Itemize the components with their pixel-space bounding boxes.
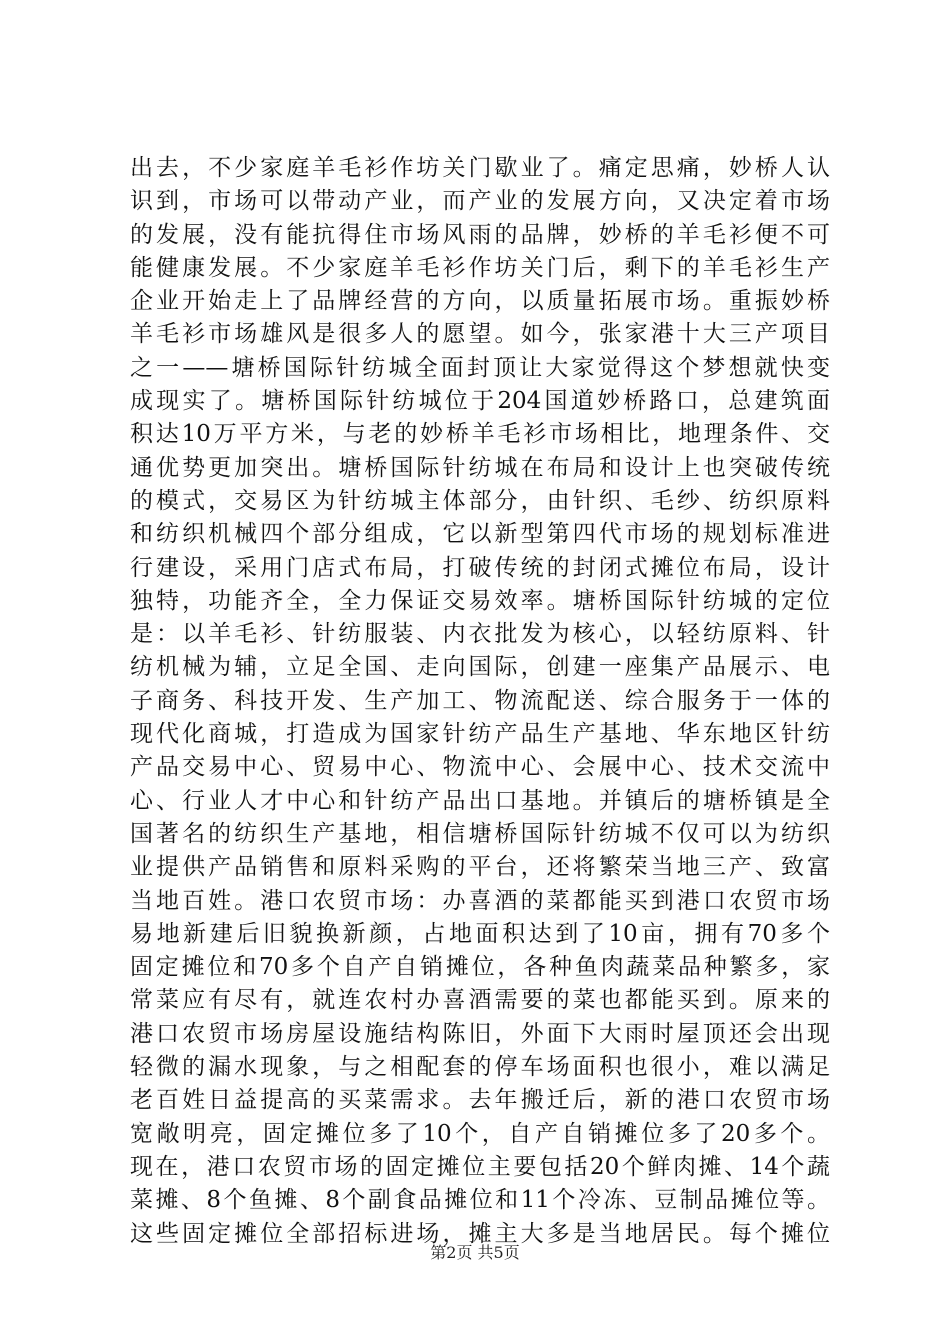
text-line: 现代化商城，打造成为国家针纺产品生产基地、华东地区针纺 xyxy=(130,721,830,748)
text-line: 的模式，交易区为针纺城主体部分，由针织、毛纱、纺织原料 xyxy=(130,487,830,514)
text-line: 这些固定摊位全部招标进场，摊主大多是当地居民。每个摊位 xyxy=(130,1220,830,1247)
text-line: 行建设，采用门店式布局，打破传统的封闭式摊位布局，设计 xyxy=(130,554,830,581)
text-line: 通优势更加突出。塘桥国际针纺城在布局和设计上也突破传统 xyxy=(130,454,830,481)
text-line: 固定摊位和70多个自产自销摊位，各种鱼肉蔬菜品种繁多，家 xyxy=(130,954,830,981)
text-line: 独特，功能齐全，全力保证交易效率。塘桥国际针纺城的定位 xyxy=(130,587,830,614)
text-line: 积达10万平方米，与老的妙桥羊毛衫市场相比，地理条件、交 xyxy=(130,421,830,448)
text-line: 和纺织机械四个部分组成，它以新型第四代市场的规划标准进 xyxy=(130,521,830,548)
text-line: 心、行业人才中心和针纺产品出口基地。并镇后的塘桥镇是全 xyxy=(130,787,830,814)
text-line: 国著名的纺织生产基地，相信塘桥国际针纺城不仅可以为纺织 xyxy=(130,820,830,847)
text-line: 子商务、科技开发、生产加工、物流配送、综合服务于一体的 xyxy=(130,687,830,714)
text-line: 之一——塘桥国际针纺城全面封顶让大家觉得这个梦想就快变 xyxy=(130,354,830,381)
text-line: 出去，不少家庭羊毛衫作坊关门歇业了。痛定思痛，妙桥人认 xyxy=(130,155,830,181)
text-line: 纺机械为辅，立足全国、走向国际，创建一座集产品展示、电 xyxy=(130,654,830,681)
text-line: 业提供产品销售和原料采购的平台，还将繁荣当地三产、致富 xyxy=(130,854,830,881)
text-line: 老百姓日益提高的买菜需求。去年搬迁后，新的港口农贸市场 xyxy=(130,1087,830,1114)
text-line: 现在，港口农贸市场的固定摊位主要包括20个鲜肉摊、14个蔬 xyxy=(130,1153,830,1180)
text-line: 企业开始走上了品牌经营的方向，以质量拓展市场。重振妙桥 xyxy=(130,288,830,315)
text-line: 当地百姓。港口农贸市场：办喜酒的菜都能买到港口农贸市场 xyxy=(130,887,830,914)
text-line: 常菜应有尽有，就连农村办喜酒需要的菜也都能买到。原来的 xyxy=(130,987,830,1014)
text-line: 港口农贸市场房屋设施结构陈旧，外面下大雨时屋顶还会出现 xyxy=(130,1020,830,1047)
text-line: 成现实了。塘桥国际针纺城位于204国道妙桥路口，总建筑面 xyxy=(130,388,830,415)
text-line: 羊毛衫市场雄风是很多人的愿望。如今，张家港十大三产项目 xyxy=(130,321,830,348)
text-line: 菜摊、8个鱼摊、8个副食品摊位和11个冷冻、豆制品摊位等。 xyxy=(130,1187,830,1214)
text-line: 能健康发展。不少家庭羊毛衫作坊关门后，剩下的羊毛衫生产 xyxy=(130,254,830,281)
text-line: 是：以羊毛衫、针纺服装、内衣批发为核心，以轻纺原料、针 xyxy=(130,621,830,648)
text-line: 的发展，没有能抗得住市场风雨的品牌，妙桥的羊毛衫便不可 xyxy=(130,221,830,248)
text-line: 轻微的漏水现象，与之相配套的停车场面积也很小，难以满足 xyxy=(130,1054,830,1081)
text-line: 易地新建后旧貌换新颜，占地面积达到了10亩，拥有70多个 xyxy=(130,920,830,947)
text-line: 产品交易中心、贸易中心、物流中心、会展中心、技术交流中 xyxy=(130,754,830,781)
page-footer: 第2页 共5页 xyxy=(430,1243,520,1262)
text-line: 宽敞明亮，固定摊位多了10个，自产自销摊位多了20多个。 xyxy=(130,1120,830,1147)
body-text xyxy=(130,152,830,1251)
text-line: 识到，市场可以带动产业，而产业的发展方向，又决定着市场 xyxy=(130,188,830,215)
